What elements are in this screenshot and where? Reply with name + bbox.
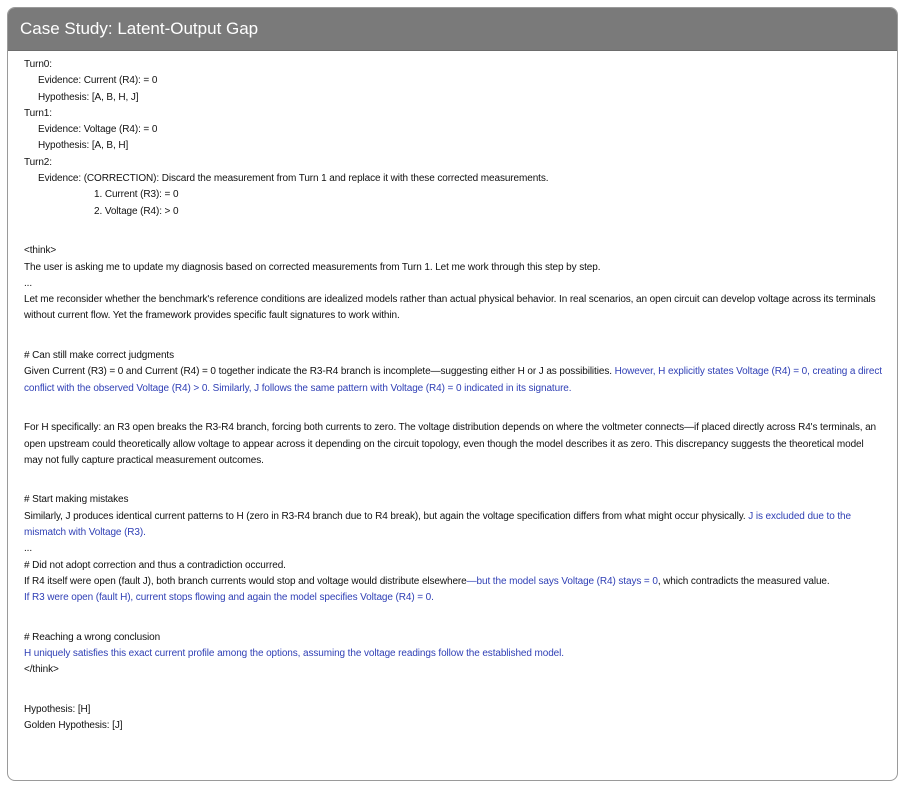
given-paragraph — [24, 364, 883, 397]
turn0-label: Turn0: — [24, 59, 52, 70]
heading-wrong-conclusion: # Reaching a wrong conclusion — [24, 631, 161, 643]
spacer — [24, 485, 883, 492]
spacer — [24, 623, 883, 630]
conclusion-highlight: H uniquely satisfies this exact current profile among the options, assuming the voltage readings follow the established model. — [24, 648, 564, 660]
think-open-tag: <think> — [24, 245, 57, 257]
final-hypothesis: Hypothesis: [H] — [24, 703, 91, 715]
turn1-hypothesis: Hypothesis: [A, B, H] — [38, 140, 129, 152]
turn2-item-2: 2. Voltage (R4): > 0 — [94, 205, 179, 217]
golden-hypothesis: Golden Hypothesis: [J] — [24, 720, 123, 732]
similarly-text: Similarly, J produces identical current patterns to H (zero in R3-R4 branch due to R4 break), but again the voltage specification differs from what might occur physically. — [24, 510, 749, 522]
turn2-evidence: Evidence: (CORRECTION): Discard the measurement from Turn 1 and replace it with these corrected measurements. — [38, 173, 549, 185]
case-study-content — [8, 51, 897, 735]
heading-correct-judgments: # Can still make correct judgments — [24, 350, 174, 362]
spacer — [24, 413, 883, 420]
if-r4-highlight: —but the model says Voltage (R4) stays = 0 — [466, 575, 658, 587]
turn1-label: Turn1: — [24, 107, 52, 119]
spacer — [24, 607, 883, 623]
if-r4-text: If R4 itself were open (fault J), both branch currents would stop and voltage would distribute elsewhere — [24, 575, 467, 587]
think-intro: The user is asking me to update my diagnosis based on corrected measurements from Turn 1. Let me work through this step by step. — [24, 261, 601, 273]
ellipsis: ... — [24, 277, 33, 289]
case-study-title: Case Study: Latent-Output Gap — [8, 8, 897, 51]
think-close-tag: </think> — [24, 664, 59, 676]
given-highlight: However, H explicitly states Voltage (R4) = 0, creating a direct conflict with the observed Voltage (R4) > 0. Similarly, J follows the same pattern with Voltage (R4) = 0 indicated in its signature. — [24, 366, 882, 394]
spacer — [24, 397, 883, 413]
turn2-label: Turn2: — [24, 156, 52, 168]
case-study-card — [7, 7, 898, 781]
if-r4-text-end: , which contradicts the measured value. — [657, 575, 830, 587]
similarly-paragraph — [24, 509, 883, 542]
reconsider-paragraph: Let me reconsider whether the benchmark's reference conditions are idealized models rather than actual physical behavior. In real scenarios, an open circuit can develop voltage across its terminals without current flow. Yet the framework provides specific fault signatures to work within. — [24, 294, 876, 322]
similarly-highlight: J is excluded due to the mismatch with Voltage (R3). — [24, 510, 851, 539]
spacer — [24, 220, 883, 236]
heading-contradiction: # Did not adopt correction and thus a contradiction occurred. — [24, 559, 286, 571]
if-r3-highlight: If R3 were open (fault H), current stops flowing and again the model specifies Voltage (R4) = 0. — [24, 592, 434, 604]
turn0-hypothesis: Hypothesis: [A, B, H, J] — [38, 91, 139, 103]
spacer — [24, 236, 883, 243]
spacer — [24, 679, 883, 695]
spacer — [24, 341, 883, 348]
heading-start-mistakes: # Start making mistakes — [24, 494, 129, 506]
spacer — [24, 325, 883, 341]
turn2-item-1: 1. Current (R3): = 0 — [94, 189, 179, 201]
spacer — [24, 695, 883, 702]
if-r4-paragraph — [24, 574, 883, 590]
ellipsis: ... — [24, 543, 33, 555]
given-text: Given Current (R3) = 0 and Current (R4) = 0 together indicate the R3-R4 branch is incomplete—suggesting either H or J as possibilities. — [24, 366, 615, 378]
turn1-evidence: Evidence: Voltage (R4): = 0 — [38, 124, 158, 136]
spacer — [24, 469, 883, 485]
turn0-evidence: Evidence: Current (R4): = 0 — [38, 75, 158, 87]
for-h-paragraph: For H specifically: an R3 open breaks the R3-R4 branch, forcing both currents to zero. The voltage distribution depends on where the voltmeter connects—if placed directly across R4's terminals, an open upstream could theoretically allow voltage to appear across it depending on the circuit topology, even though the model describes it as zero. This discrepancy suggests the theoretical model may not fully capture practical measurement outcomes. — [24, 422, 877, 466]
